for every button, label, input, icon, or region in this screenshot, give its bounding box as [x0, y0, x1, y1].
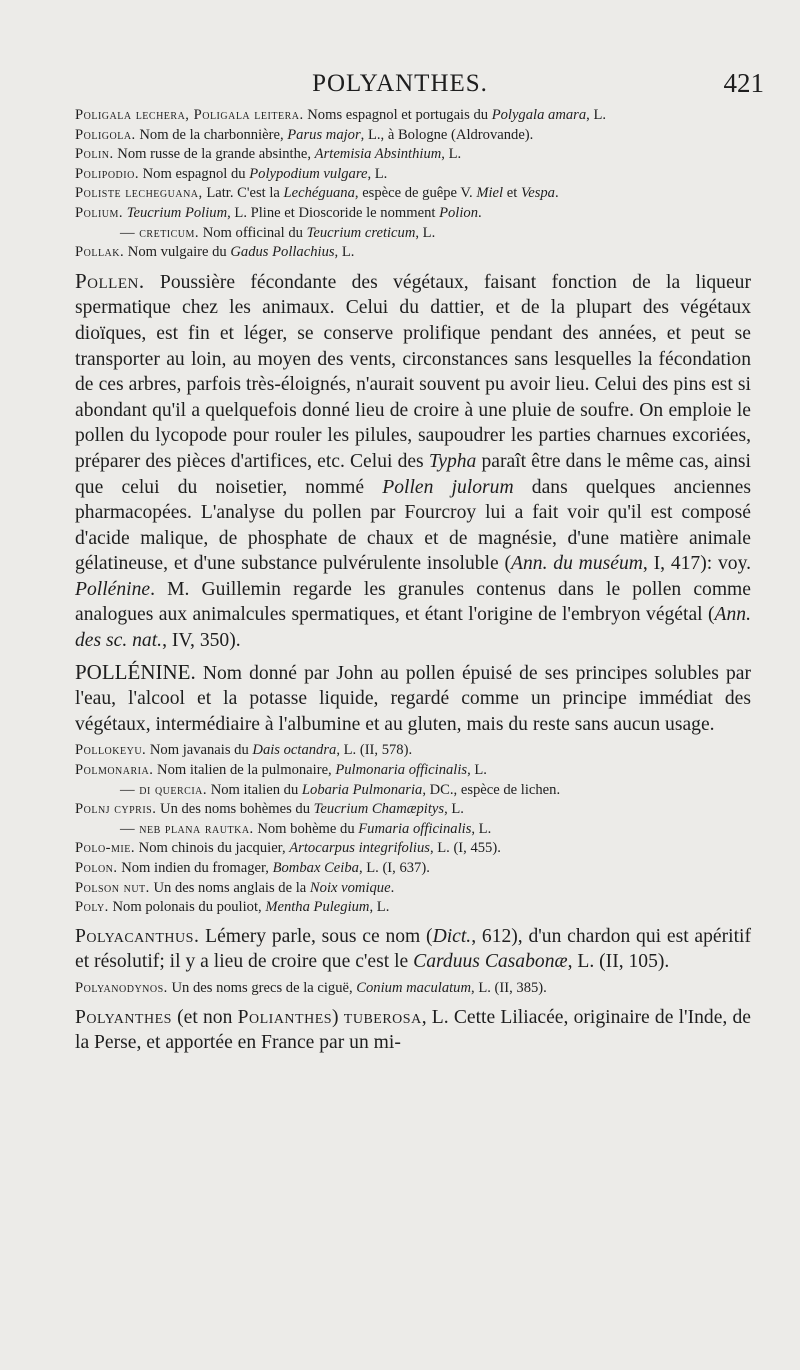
page-number: 421	[723, 68, 764, 98]
entry-polon: Polon. Nom indien du fromager, Bombax Ceiba, L. (I, 637).	[75, 860, 430, 876]
entry-pollenine: POLLÉNINE. Nom donné par John au pollen épuisé de ses principes solubles par l'eau, l'alcool et la potasse liquide, regardé comme un principe immédiat des végétaux, intermédiaire à l'albumine et au gluten, mais du reste sans aucun usage.	[75, 659, 751, 735]
entry-polium-creticum: — creticum. Nom officinal du Teucrium creticum, L.	[120, 224, 436, 241]
entry-polmonaria-di-quercia: — di quercia. Nom italien du Lobaria Pulmonaria, DC., espèce de lichen.	[120, 781, 561, 798]
entry-polyanthes: Polyanthes (et non Polianthes) tuberosa, L. Cette Liliacée, originaire de l'Inde, de la Perse, et apportée en France par un mi-	[75, 1006, 751, 1054]
entry-pollokeyu: Pollokeyu. Nom javanais du Dais octandra, L. (II, 578).	[75, 742, 413, 759]
text-column	[75, 106, 751, 1060]
entry-polnj-cypris: Polnj cypris. Un des noms bohèmes du Teucrium Chamæpitys, L.	[75, 801, 464, 818]
entry-polyanodynos: Polyanodynos. Un des noms grecs de la ciguë, Conium maculatum, L. (II, 385).	[75, 979, 547, 996]
entry-polipodio: Polipodio. Nom espagnol du Polypodium vulgare, L.	[75, 165, 388, 182]
entry-polyacanthus: Polyacanthus. Lémery parle, sous ce nom (Dict., 612), d'un chardon qui est apéritif et résolutif; il y a lieu de croire que c'est le Carduus Casabonæ, L. (II, 105).	[75, 925, 751, 973]
page-header	[0, 70, 800, 106]
entry-poly: Poly. Nom polonais du pouliot, Mentha Pulegium, L.	[75, 899, 390, 916]
entry-polmonaria: Polmonaria. Nom italien de la pulmonaire, Pulmonaria officinalis, L.	[75, 762, 487, 779]
entry-polin: Polin. Nom russe de la grande absinthe, Artemisia Absinthium, L.	[75, 146, 462, 163]
entry-polson-nut: Polson nut. Un des noms anglais de la Noix vomique.	[75, 879, 395, 896]
entry-poligala: Poligala lechera, Poligala leitera. Noms espagnol et portugais du Polygala amara, L.	[75, 107, 607, 123]
entry-polium: Polium. Teucrium Polium, L. Pline et Dioscoride le nomment Polion.	[75, 204, 482, 221]
running-title: POLYANTHES.	[312, 70, 488, 97]
entry-poligola: Poligola. Nom de la charbonnière, Parus major, L., à Bologne (Aldrovande).	[75, 126, 534, 143]
entry-neb-plana-rautka: — neb plana rautka. Nom bohème du Fumaria officinalis, L.	[120, 820, 492, 837]
entry-pollak: Pollak. Nom vulgaire du Gadus Pollachius, L.	[75, 244, 355, 261]
entry-pollen: Pollen. Poussière fécondante des végétaux, faisant fonction de la liqueur spermatique chez les animaux. Celui du dattier, et de la plupart des végétaux dioïques, est fin et léger, se conserve prolifique pendant des années, et peut se transporter au loin, au moyen des vents, circonstances sans lesquelles la fécondation de ces arbres, parfois très-éloignés, n'aurait souvent pu avoir lieu. Celui des pins est si abondant qu'il a quelquefois donné lieu de croire à une pluie de soufre. On emploie le pollen du lycopode pour rouler les pilules, saupoudrer les parties charnues excoriées, préparer des pièces d'artifices, etc. Celui des Typha paraît être dans le même cas, ainsi que celui du noisetier, nommé Pollen julorum dans quelques anciennes pharmacopées. L'analyse du pollen par Fourcroy lui a fait voir qu'il est composé d'acide malique, de phosphate de chaux et de magnésie, d'une matière animale gélatineuse, et d'une substance pulvérulente insoluble (Ann. du muséum, I, 417): voy. Pollénine. M. Guillemin regarde les granules contenus dans le pollen comme analogues aux animalcules spermatiques, et étant l'origine de l'embryon végétal (Ann. des sc. nat., IV, 350).	[75, 268, 752, 652]
entry-poliste: Poliste lecheguana, Latr. C'est la Lechéguana, espèce de guêpe V. Miel et Vespa.	[75, 185, 559, 202]
entry-polo-mie: Polo-mie. Nom chinois du jacquier, Artocarpus integrifolius, L. (I, 455).	[75, 840, 501, 857]
